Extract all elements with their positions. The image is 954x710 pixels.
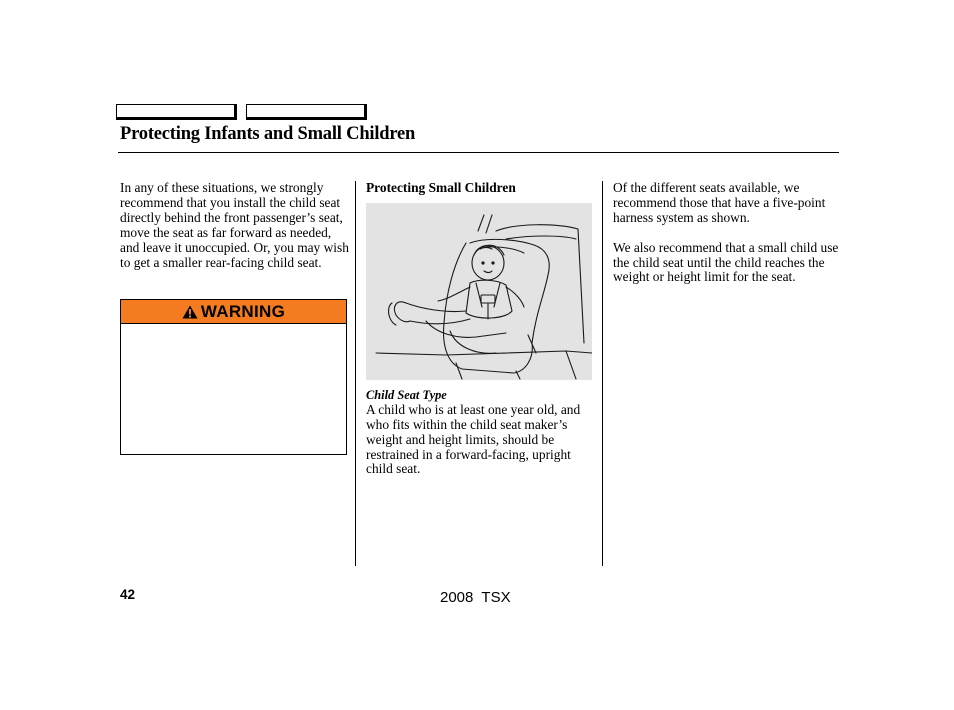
body-paragraph: Of the different seats available, we recommend those that have a five-point harness system as shown.: [613, 180, 826, 225]
body-paragraph: A child who is at least one year old, and who fits within the child seat maker’s weight and height limits, should be restrained in a forward-facing, upright child seat.: [366, 401, 581, 477]
page-title: Protecting Infants and Small Children: [120, 124, 416, 144]
section-heading: Protecting Small Children: [366, 180, 516, 195]
page-number: 42: [120, 587, 136, 602]
column-divider: [355, 181, 356, 566]
body-paragraph: We also recommend that a small child use the child seat until the child reaches the weight or height limit for the seat.: [613, 239, 839, 285]
column-middle: [366, 181, 592, 477]
child-seat-illustration: [366, 203, 592, 380]
body-paragraph: In any of these situations, we strongly recommend that you install the child seat directly behind the front passenger’s seat, move the seat as far forward as needed, and leave it unoccupied. Or, you may wish to get a smaller rear-facing child seat.: [120, 180, 349, 270]
child-in-forward-facing-seat-illustration: [366, 203, 592, 380]
section-tab-1: [116, 104, 237, 120]
model-label: 2008 TSX: [440, 589, 511, 606]
column-divider: [602, 181, 603, 566]
title-divider: [118, 152, 839, 153]
warning-header: [121, 300, 346, 324]
figure-caption: Child Seat Type: [366, 387, 447, 402]
column-right: [613, 181, 843, 285]
warning-label: WARNING: [200, 301, 286, 321]
column-left: [120, 181, 350, 270]
warning-triangle-icon: [182, 305, 198, 319]
warning-box: [120, 299, 347, 455]
section-tab-2: [246, 104, 367, 120]
